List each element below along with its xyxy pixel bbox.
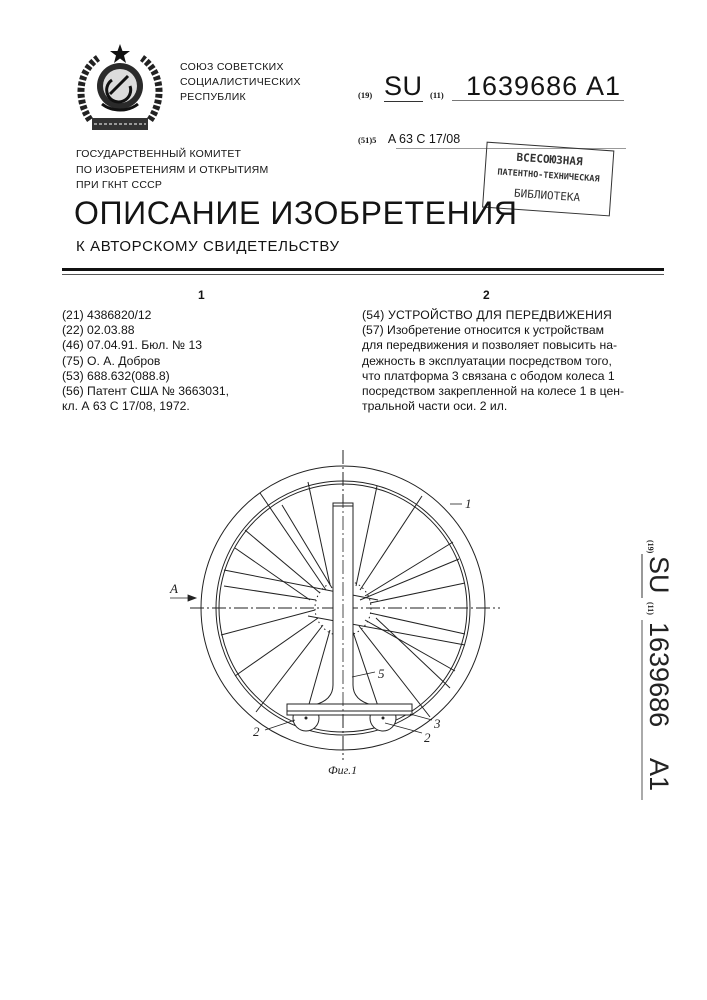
side-code-19: (19) <box>646 540 655 554</box>
side-patent-id <box>628 540 688 810</box>
biblio-field: (22) 02.03.88 <box>62 323 135 338</box>
abstract-line: дежность в эксплуатации посредством того, <box>362 353 612 368</box>
union-line: СОЦИАЛИСТИЧЕСКИХ <box>180 76 301 88</box>
label-wheel: 1 <box>465 496 472 511</box>
biblio-field: (46) 07.04.91. Бюл. № 13 <box>62 338 203 353</box>
side-country: SU <box>644 556 674 594</box>
union-line: СОЮЗ СОВЕТСКИХ <box>180 61 284 73</box>
union-line: РЕСПУБЛИК <box>180 91 246 103</box>
abstract <box>362 308 662 414</box>
header-divider <box>62 268 664 271</box>
committee-line: ПРИ ГКНТ СССР <box>76 179 163 191</box>
abstract-line: (57) Изобретение относится к устройствам <box>362 323 605 338</box>
stamp-line: ВСЕСОЮЗНАЯ <box>516 150 584 169</box>
country-code: SU <box>384 71 423 101</box>
kind-code: A1 <box>586 71 622 101</box>
side-code-11: (11) <box>646 602 655 615</box>
code-19: (19) <box>358 90 373 100</box>
document-subtitle: К АВТОРСКОМУ СВИДЕТЕЛЬСТВУ <box>76 238 340 255</box>
header-divider-thin <box>62 274 664 275</box>
bibliographic-data <box>62 308 229 414</box>
issuer-committee <box>76 147 268 194</box>
abstract-line: посредством закрепленной на колесе 1 в цен- <box>362 384 625 399</box>
figure-caption: Фиг.1 <box>328 763 358 777</box>
label-platform: 3 <box>434 716 441 731</box>
ipc-value: A 63 C 17/08 <box>387 132 461 146</box>
biblio-field: (56) Патент США № 3663031, <box>62 384 230 399</box>
biblio-field: (21) 4386820/12 <box>62 308 152 322</box>
invention-title: (54) УСТРОЙСТВО ДЛЯ ПЕРЕДВИЖЕНИЯ <box>362 308 613 322</box>
biblio-field: (75) О. А. Добров <box>62 353 161 368</box>
issuer-union <box>180 60 301 105</box>
abstract-line: для передвижения и позволяет повысить на- <box>362 338 618 353</box>
label-roller-left: 2 <box>253 724 260 739</box>
figure-1 <box>160 440 505 780</box>
publication-number <box>358 71 638 108</box>
column-number-left: 1 <box>198 288 205 302</box>
ussr-emblem <box>72 42 168 138</box>
label-axle: 5 <box>378 666 385 681</box>
document-title: ОПИСАНИЕ ИЗОБРЕТЕНИЯ <box>74 195 518 231</box>
stamp-line: ПАТЕНТНО-ТЕХНИЧЕСКАЯ <box>497 167 600 185</box>
stamp-line: БИБЛИОТЕКА <box>513 186 581 205</box>
emblem-icon <box>72 42 168 138</box>
side-kind: A1 <box>644 758 674 792</box>
code-51: (51)5 <box>358 135 377 145</box>
abstract-line: тральной части оси. 2 ил. <box>362 399 508 414</box>
label-roller-right: 2 <box>424 730 431 745</box>
committee-line: ПО ИЗОБРЕТЕНИЯМ И ОТКРЫТИЯМ <box>76 163 269 176</box>
patent-number: 1639686 <box>466 71 579 101</box>
committee-line: ГОСУДАРСТВЕННЫЙ КОМИТЕТ <box>76 148 242 160</box>
biblio-field: (53) 688.632(088.8) <box>62 368 170 383</box>
side-number: 1639686 <box>644 622 674 728</box>
biblio-field: кл. А 63 С 17/08, 1972. <box>62 399 190 414</box>
abstract-line: что платформа 3 связана с ободом колеса 1 <box>362 368 615 383</box>
view-arrow-label: A <box>170 581 178 596</box>
column-number-right: 2 <box>483 288 490 302</box>
wheel-drawing <box>160 440 505 780</box>
code-11: (11) <box>430 90 444 100</box>
